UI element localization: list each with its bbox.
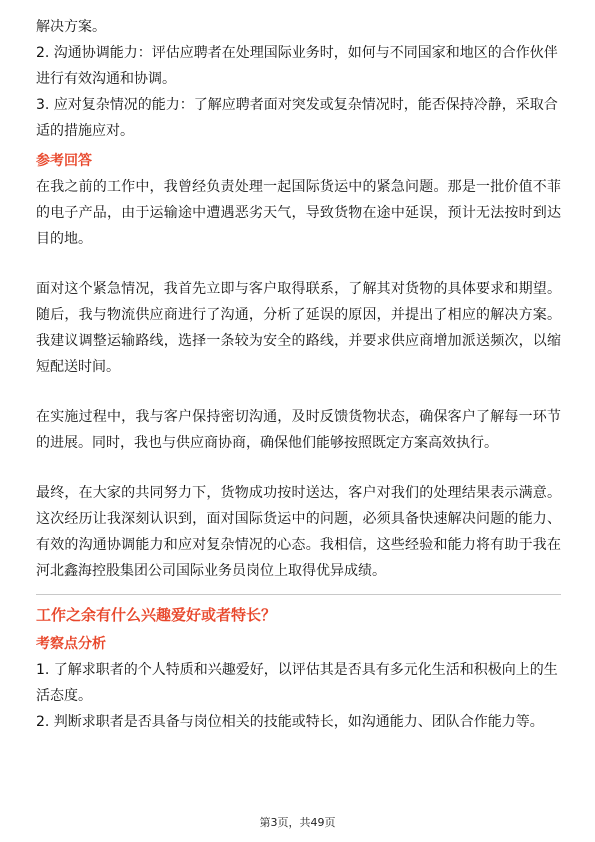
- paragraph-gap: [36, 456, 561, 480]
- analysis-item-1: 1. 了解求职者的个人特质和兴趣爱好，以评估其是否具有多元化生活和积极向上的生活态度。: [36, 662, 558, 704]
- answer-paragraph-2: 面对这个紧急情况，我首先立即与客户取得联系，了解其对货物的具体要求和期望。随后，我与物流供应商进行了沟通，分析了延误的原因，并提出了相应的解决方案。我建议调整运输路线，选择一条较为安全的路线，并要求供应商增加派送频次，以缩短配送时间。: [36, 281, 561, 375]
- criteria-item-2: 2. 沟通协调能力：评估应聘者在处理国际业务时，如何与不同国家和地区的合作伙伴进行有效沟通和协调。: [36, 45, 558, 87]
- page-number: 第3页，共49页: [259, 816, 336, 829]
- answer-heading: 参考回答: [36, 153, 92, 169]
- section-divider: [36, 594, 561, 595]
- answer-paragraph-3: 在实施过程中，我与客户保持密切沟通，及时反馈货物状态，确保客户了解每一环节的进展。同时，我也与供应商协商，确保他们能够按照既定方案高效执行。: [36, 409, 561, 451]
- paragraph-gap: [36, 252, 561, 276]
- criteria-item-3: 3. 应对复杂情况的能力：了解应聘者面对突发或复杂情况时，能否保持冷静，采取合适的措施应对。: [36, 97, 558, 139]
- answer-paragraph-1: 在我之前的工作中，我曾经负责处理一起国际货运中的紧急问题。那是一批价值不菲的电子产品，由于运输途中遭遇恶劣天气，导致货物在途中延误，预计无法按时到达目的地。: [36, 179, 561, 247]
- analysis-item-2: 2. 判断求职者是否具备与岗位相关的技能或特长，如沟通能力、团队合作能力等。: [36, 714, 544, 730]
- question-title: 工作之余有什么兴趣爱好或者特长？: [36, 606, 277, 624]
- continued-text: 解决方案。: [36, 19, 106, 35]
- analysis-heading: 考察点分析: [36, 636, 106, 652]
- paragraph-gap: [36, 380, 561, 404]
- page-content: [36, 14, 561, 735]
- answer-paragraph-4: 最终，在大家的共同努力下，货物成功按时送达，客户对我们的处理结果表示满意。这次经历让我深刻认识到，面对国际货运中的问题，必须具备快速解决问题的能力、有效的沟通协调能力和应对复杂情况的心态。我相信，这些经验和能力将有助于我在河北鑫海控股集团公司国际业务员岗位上取得优异成绩。: [36, 485, 561, 579]
